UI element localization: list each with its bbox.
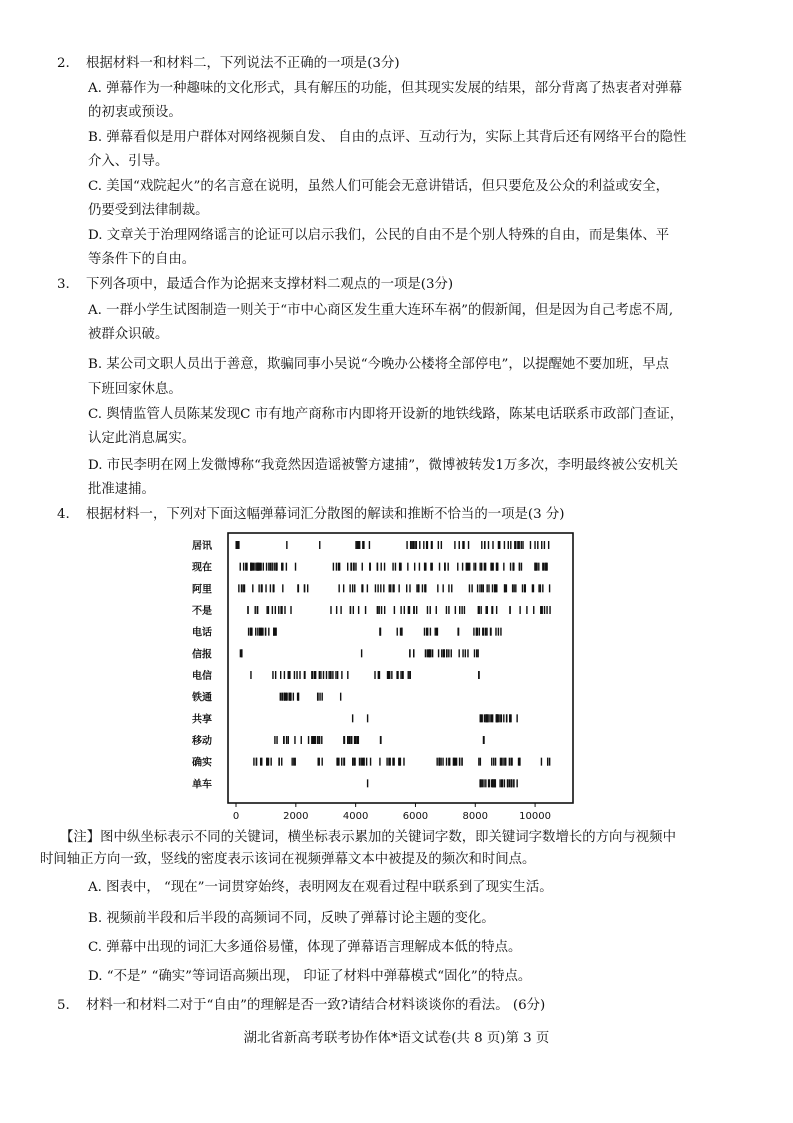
question-4-number: 4.	[57, 507, 70, 522]
q2-option-d: D. 文章关于治理网络谣言的论证可以启示我们，公民的自由不是个别人特殊的自由，而是集体、平	[88, 228, 670, 243]
x-tick-label: 2000	[283, 811, 309, 822]
q2-option-a: A. 弹幕作为一种趣味的文化形式，具有解压的功能，但其现实发展的结果，部分背离了热衷者对弹幕	[88, 81, 682, 96]
q3-option-d-cont: 批准逮捕。	[88, 482, 155, 497]
y-tick-label: 居讯	[192, 541, 212, 552]
dispersion-chart	[190, 530, 580, 822]
question-3-number: 3.	[57, 277, 70, 292]
q4-option-c: C. 弹幕中出现的词汇大多通俗易懂，体现了弹幕语言理解成本低的特点。	[88, 940, 522, 955]
x-tick-label: 10000	[519, 811, 551, 822]
chart-note-cont: 时间轴正方向一致，竖线的密度表示该词在视频弹幕文本中被提及的频次和时间点。	[40, 852, 536, 867]
y-tick-label: 不是	[192, 606, 212, 617]
q2-option-c: C. 美国“戏院起火”的名言意在说明，虽然人们可能会无意讲错话，但只要危及公众的利益或安全，	[88, 179, 669, 194]
q3-option-c-cont: 认定此消息属实。	[88, 431, 196, 446]
question-3-stem: 下列各项中，最适合作为论据来支撑材料二观点的一项是(3分)	[86, 277, 454, 292]
chart-note: 【注】图中纵坐标表示不同的关键词，横坐标表示累加的关键词字数，即关键词字数增长的方向与视频中	[60, 830, 676, 845]
y-tick-label: 现在	[192, 562, 212, 574]
q3-option-d: D. 市民李明在网上发微博称“我竟然因造谣被警方逮捕”，微博被转发1万多次，李明最终被公安机关	[88, 458, 678, 473]
q4-option-d: D. “不是” “确实”等词语高频出现， 印证了材料中弹幕模式“固化”的特点。	[88, 969, 532, 984]
q4-option-b: B. 视频前半段和后半段的高频词不同，反映了弹幕讨论主题的变化。	[88, 911, 495, 926]
y-tick-label: 确实	[192, 757, 212, 769]
q3-option-a-cont: 被群众识破。	[88, 327, 169, 342]
question-4-stem: 根据材料一，下列对下面这幅弹幕词汇分散图的解读和推断不恰当的一项是(3 分)	[86, 507, 565, 522]
q3-option-b: B. 某公司文职人员出于善意，欺骗同事小吴说“今晚办公楼将全部停电”，以提醒她不要加班，早点	[88, 357, 670, 372]
y-tick-label: 铁通	[192, 692, 212, 704]
question-2-stem: 根据材料一和材料二，下列说法不正确的一项是(3分)	[86, 56, 400, 71]
y-tick-label: 共享	[192, 714, 212, 726]
y-tick-label: 电信	[192, 671, 212, 682]
page-footer: 湖北省新高考联考协作体*语文试卷(共 8 页)第 3 页	[243, 1031, 550, 1046]
y-tick-label: 移动	[192, 736, 212, 747]
y-tick-label: 单车	[192, 779, 212, 791]
q2-option-d-cont: 等条件下的自由。	[88, 252, 196, 267]
q3-option-b-cont: 下班回家休息。	[88, 382, 182, 397]
y-tick-label: 阿里	[192, 584, 212, 596]
x-tick-label: 4000	[342, 811, 369, 822]
y-tick-label: 信报	[192, 649, 212, 661]
q3-option-c: C. 舆情监管人员陈某发现C 市有地产商称市内即将开设新的地铁线路，陈某电话联系市政部门查证，	[88, 407, 684, 422]
question-5-number: 5.	[57, 998, 70, 1013]
q2-option-b: B. 弹幕看似是用户群体对网络视频自发、 自由的点评、互动行为，实际上其背后还有网络平台的隐性	[88, 130, 687, 145]
y-tick-label: 电话	[192, 627, 212, 639]
x-tick-label: 6000	[402, 811, 429, 822]
q4-option-a: A. 图表中， “现在”一词贯穿始终，表明网友在观看过程中联系到了现实生活。	[88, 880, 553, 895]
q2-option-a-cont: 的初衷或预设。	[88, 105, 182, 120]
q2-option-c-cont: 仍要受到法律制裁。	[88, 203, 209, 218]
x-tick-label: 0	[232, 811, 240, 822]
q2-option-b-cont: 介入、引导。	[88, 154, 169, 169]
question-5-stem: 材料一和材料二对于“自由”的理解是否一致?请结合材料谈谈你的看法。 (6分)	[86, 998, 546, 1013]
q3-option-a: A. 一群小学生试图制造一则关于“市中心商区发生重大连环车祸”的假新闻，但是因为自己考虑不周,	[88, 303, 674, 318]
question-2-number: 2.	[57, 56, 70, 71]
x-tick-label: 8000	[462, 811, 488, 822]
